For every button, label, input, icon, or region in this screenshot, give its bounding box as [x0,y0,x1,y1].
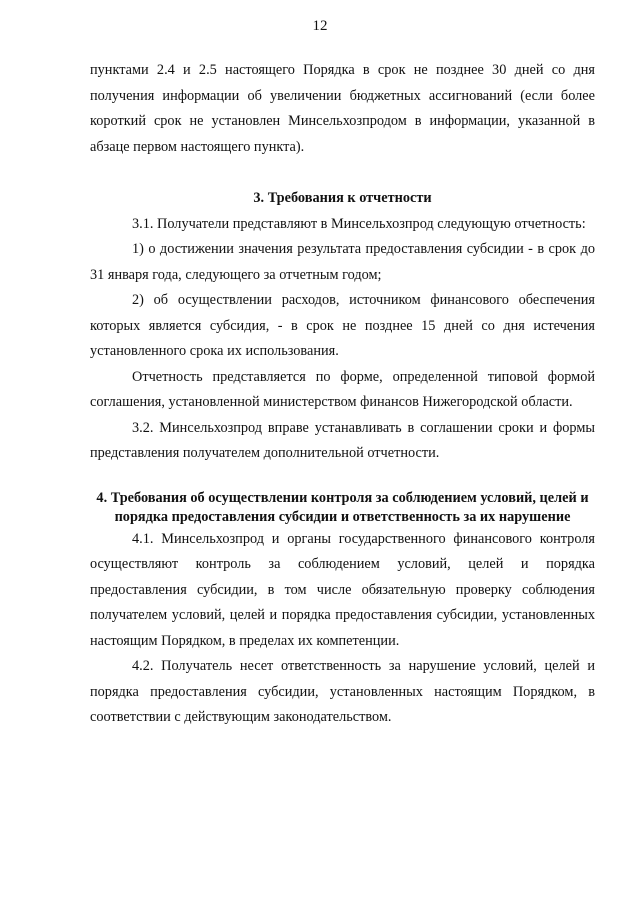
section-3-list-item-1: 1) о достижении значения результата предоставления субсидии - в срок до 31 января года, следующего за отчетным годом; [90,241,595,283]
spacer [90,160,595,186]
section-4-heading: 4. Требования об осуществлении контроля за соблюдением условий, целей и порядка предоставления субсидии и ответственность за их нарушение [96,489,589,525]
page-content [90,58,595,731]
section-4-paragraph-4-1: 4.1. Минсельхозпрод и органы государственного финансового контроля осуществляют контроль за соблюдением условий, целей и порядка предоставления субсидии, в том числе обязательную проверку соблюдения получателем условий, целей и порядка предоставления субсидии, установленных настоящим Порядком, в пределах их компетенции. [90,530,595,649]
section-3-reporting-form-paragraph: Отчетность представляется по форме, определенной типовой формой соглашения, установленной министерством финансов Нижегородской области. [90,368,595,410]
section-3-paragraph-3-1: 3.1. Получатели представляют в Минсельхозпрод следующую отчетность: [132,215,586,232]
intro-paragraph: пунктами 2.4 и 2.5 настоящего Порядка в срок не позднее 30 дней со дня получения информации об увеличении бюджетных ассигнований (если более короткий срок не установлен Минсельхозпродом в информации, указанной в абзаце первом настоящего пункта). [90,62,595,155]
section-3-paragraph-3-2: 3.2. Минсельхозпрод вправе устанавливать в соглашении сроки и формы представления получателем дополнительной отчетности. [90,419,595,461]
page-number: 12 [312,18,328,34]
spacer [90,467,595,489]
section-3-list-item-2: 2) об осуществлении расходов, источником финансового обеспечения которых является субсидия, - в срок не позднее 15 дней со дня истечения установленного срока их использования. [90,292,595,359]
section-4-paragraph-4-2: 4.2. Получатель несет ответственность за нарушение условий, целей и порядка предоставления субсидии, установленных настоящим Порядком, в соответствии с действующим законодательством. [90,658,595,725]
section-3-heading: 3. Требования к отчетности [253,190,432,206]
